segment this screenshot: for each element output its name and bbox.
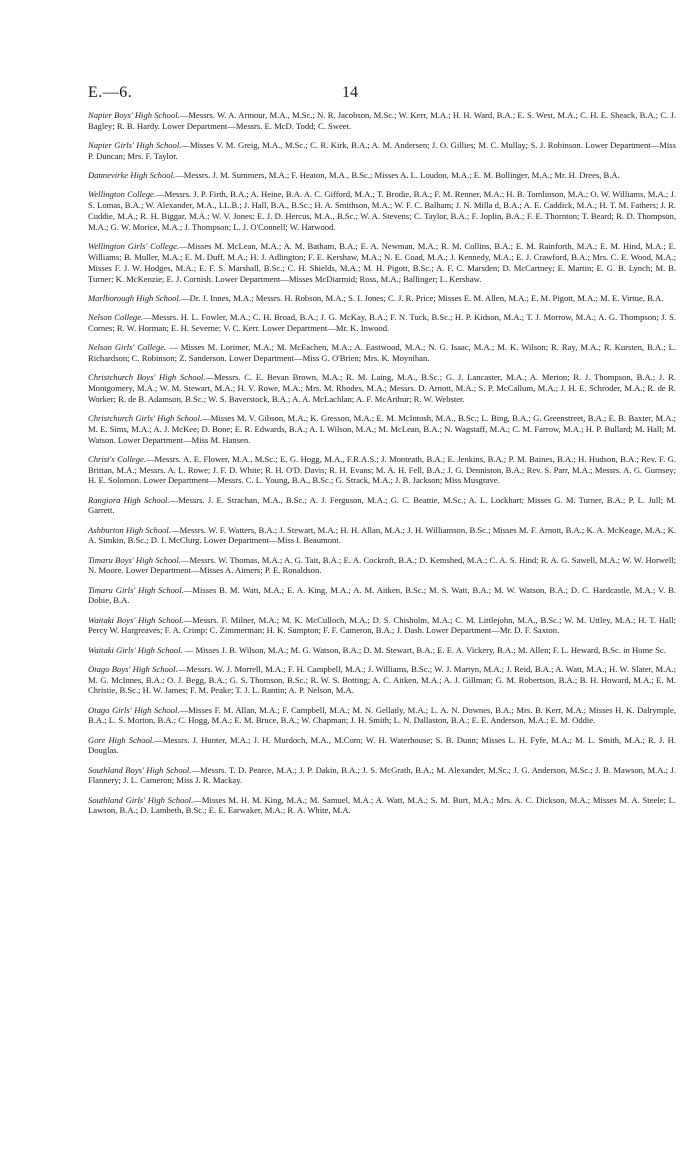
school-name: Christchurch Girls' High School. — [88, 412, 203, 423]
school-name: Rangiora High School. — [88, 494, 170, 505]
school-entry — [88, 765, 676, 787]
staff-names: — Misses J. B. Wilson, M.A.; M. G. Watson, B.A.; D. M. Stewart, B.A.; E. E. A. Vickery, B.A.; M. Allen; F. L. Heward, B.Sc. in Home Sc. — [182, 644, 666, 655]
staff-names: —Messrs. J. Hunter, M.A.; J. H. Murdoch, M.A., M.Com; W. H. Waterhouse; S. B. Dunn; Misses L. H. Fyfe, M.A.; M. L. Smith, M.A.; R. J. H. Douglas. — [88, 734, 676, 756]
school-name: Dannevirke High School. — [88, 170, 176, 180]
staff-names: —Misses M. V. Gibson, M.A.; K. Gresson, M.A.; E. M. McIntosh, M.A., B.Sc.; L. Bing, B.A.; G. Greenstreet, B.A.; E. B. Baxter, M.A.; M. E. Sims, M.A.; A. J. McKee; D. Bone; E. R. Edwards, B.A.; A. I. Wilson, M.A.; M. McLean, B.A.; N. Wagstaff, M.A.; C. M. Farrow, M.A.; H. P. Bullard; M. Hall; M. Watson. Lower Department—Miss M. Hansen. — [88, 412, 676, 445]
school-entry — [88, 664, 676, 697]
school-entry — [88, 189, 676, 233]
school-name: Marlborough High School. — [88, 292, 182, 303]
school-entry — [88, 372, 676, 405]
school-entry — [88, 170, 676, 181]
school-name: Waitaki Boys' High School. — [88, 614, 184, 625]
school-entry — [88, 110, 676, 132]
staff-names: —Misses M. H. M. King, M.A.; M. Samuel, M.A.; A. Watt, M.A.; S. M. Burt, M.A.; Mrs. A. C. Dickson, M.A.; Misses M. A. Steele; L. Lawson, B.A.; D. Lambeth, B.Sc.; E. E. Earwaker, M.A.; R. A. White, M.A. — [88, 794, 676, 816]
school-entry — [88, 241, 676, 285]
staff-names: —Misses M. McLean, M.A.; A. M. Batham, B.A.; E. A. Newman, M.A.; R. M. Collins, B.A.; E. M. Rainforth, M.A.; E. M. Hind, M.A.; E. Williams; B. Muller, M.A.; E. M. Duff, M.A.; H. J. Adlington; F. E. Kershaw, M.A.; N. E. Coad, M.A.; J. Kennedy, M.A.; E. J. Crawford, B.A.; Mrs. C. E. Wood, M.A.; Misses F. J. W. Hodges, M.A.; E. F. S. Marshall, B.Sc.; C. H. Shields, M.A.; M. H. Pigott, B.Sc.; A. F. C. Marsden; D. McCartney; E. Martin; E. G. B. Lynch; M. B. Turner; K. McKenzie; E. J. Cornish. Lower Department—Misses McDiarmid; Ross, M.A.; Ballinger; L. Kershaw. — [88, 240, 676, 284]
staff-names: —Messrs. W. Thomas, M.A.; A. G. Tait, B.A.; E. A. Cockroft, B.A.; D. Kemshed, M.A.; C. A. S. Hind; R. A. G. Sawell, M.A.; W. W. Horwell; N. Moore. Lower Department—Misses A. Aimers; P. E. Ronaldson. — [88, 554, 676, 576]
document-reference: E.—6. — [88, 84, 133, 101]
school-entry — [88, 555, 676, 577]
staff-names: —Messrs. J. M. Summers, M.A.; F. Heaton, M.A., B.Sc.; Misses A. L. Loudon, M.A.; E. M. Bollinger, M.A.; Mr. H. Drees, B.A. — [175, 170, 620, 180]
school-entry — [88, 525, 676, 547]
staff-names: —Misses B. M. Watt, M.A.; E. A. King, M.A.; A. M. Aitken, B.Sc.; M. S. Watt, B.A.; M. W. Watson, B.A.; D. C. Hardcastle, M.A.; V. B. Dobie, B.A. — [88, 584, 677, 606]
school-entry — [88, 645, 676, 656]
school-name: Timaru Boys' High School. — [88, 554, 181, 565]
school-name: Gore High School. — [88, 734, 155, 745]
school-entry — [88, 795, 676, 817]
school-name: Christ's College. — [88, 453, 146, 464]
staff-list — [88, 110, 676, 825]
school-name: Waitaki Girls' High School. — [88, 644, 183, 655]
school-entry — [88, 454, 676, 487]
school-name: Napier Girls' High School. — [88, 140, 182, 150]
staff-names: —Messrs. J. E. Strachan, M.A., B.Sc.; A. J. Ferguson, M.A.; G. C. Beattie, M.Sc.; A. L. Lockhart; Misses G. M. Turner, B.A.; P. L. Jull; M. Garrett. — [88, 494, 676, 516]
staff-names: —Messrs. T. D. Pearce, M.A.; J. P. Dakin, B.A.; J. S. McGrath, B.A.; M. Alexander, M.Sc.; J. G. Anderson, M.Sc.; J. B. Mawson, M.A.; J. Flannery; J. L. Cameron; Miss J. R. Mackay. — [88, 764, 676, 786]
school-name: Wellington College. — [88, 189, 156, 200]
school-name: Christchurch Boys' High School. — [88, 371, 206, 382]
staff-names: —Messrs. W. A. Armour, M.A., M.Sc.; N. R. Jacobson, M.Sc.; W. Kerr, M.A.; H. H. Ward, B.A.; E. S. West, M.A.; C. H. E. Sheack, B.A.; C. J. Bagley; R. B. Hardy. Lower Department—Messrs. E. McD. Todd; C. Sweet. — [88, 110, 676, 131]
staff-names: — Misses M. Lorimer, M.A.; M. McEachen, M.A.; A. Eastwood, M.A.; N. G. Isaac, M.A.; M. K. Wilson; R. Ray, M.A.; R. Kursten, B.A.; L. Richardson; C. Robinson; Z. Sanderson. Lower Department—Miss G. O'Brien; Mrs. K. Moynihan. — [88, 341, 677, 363]
school-entry — [88, 312, 676, 334]
staff-names: —Misses F. M. Allan, M.A.; F. Campbell, M.A.; M. N. Gellatly, M.A.; L. A. N. Downes, B.A.; Mrs. B. Kerr, M.A.; Misses H. K. Dalrymple, B.A.; L. S. Morton, B.A.; C. Hogg, M.A.; E. M. Bruce, B.A.; W. Chapman; J. H. Smith; L. N. Dallaston, B.A.; E. E. Anderson, M.A.; E. M. Oddie. — [88, 704, 676, 726]
school-name: Wellington Girls' College. — [88, 240, 180, 251]
page-number: 14 — [342, 84, 358, 101]
school-entry — [88, 293, 676, 304]
staff-names: —Messrs. C. E. Bevan Brown, M.A.; R. M. Laing, M.A., B.Sc.; G. J. Lancaster, M.A.; A. Merton; R. J. Thompson, B.A.; J. R. Montgomery, M.A.; W. M. Stewart, M.A.; H. V. Rowe, M.A.; Mrs. M. Rhodes, M.A.; Messrs. D. Arnott, M.A.; S. P. McCallum, M.A.; J. H. E. Schroder, M.A.; R. de R. Worker; R. de B. Adamson, B.Sc.; W. S. Baverstock, B.A.; A. A. McLachlan; A. F. McArthur; R. W. Webster. — [88, 371, 676, 404]
school-name: Ashburton High School. — [88, 524, 171, 535]
school-entry — [88, 495, 676, 517]
school-entry — [88, 140, 676, 162]
school-name: Southland Boys' High School. — [88, 764, 192, 775]
school-name: Otago Boys' High School. — [88, 663, 178, 674]
staff-names: —Messrs. J. P. Firth, B.A.; A. Heine, B.A. A. C. Gifford, M.A.; T. Brodie, B.A.; F. M. Renner, M.A.; H. B. Tomlinson, M.A.; O. W. Williams, M.A.; J. S. Lomas, B.A.; W. Alexander, M.A., LL.B.; J. Hall, B.A., B.Sc.; H. A. Smithson, M.A.; W. F. C. Balham; J. N. Milla d, B.A.; A. E. Caddick, M.A.; H. T. M. Fathers; J. R. Cuddie, M.A.; R. H. Biggar, M.A.; W. V. Jones; E. J. D. Hercus, M.A., B.Sc.; W. A. Stevens; C. Taylor, B.A.; F. Joplin, B.A.; F. E. Thornton; T. Beard; R. D. Thompson, M.A.; G. W. Morice, M.A.; J. Thompson; L. J. O'Connell; W. Harwood. — [88, 189, 676, 232]
school-entry — [88, 705, 676, 727]
school-entry — [88, 615, 676, 637]
school-name: Otago Girls' High School. — [88, 704, 180, 715]
school-entry — [88, 413, 676, 446]
school-entry — [88, 735, 676, 757]
school-entry — [88, 585, 676, 607]
staff-names: —Dr. J. Innes, M.A.; Messrs. H. Robson, M.A.; S. I. Jones; C. J. R. Price; Misses E. M. Allen, M.A.; E. M. Pigott, M.A.; M. E. Virtue, B.A. — [181, 292, 664, 303]
school-name: Nelson Girls' College. — [88, 341, 167, 352]
staff-names: —Messrs. W. F. Watters, B.A.; J. Stewart, M.A.; H. H. Allan, M.A.; J. H. Williamson, B.Sc.; Misses M. F. Arnott, B.A.; K. A. McKeage, M.A.; K. A. Simkin, B.Sc.; D. I. McClurg. Lower Department—Miss I. Beaumont. — [88, 524, 676, 546]
staff-names: —Misses V. M. Greig, M.A., M.Sc.; C. R. Kirk, B.A.; A. M. Andersen; J. O. Gillies; M. C. Mullay; S. J. Robinson. Lower Department—Miss P. Duncan; Mrs. F. Taylor. — [88, 140, 676, 161]
school-name: Southland Girls' High School. — [88, 794, 194, 805]
school-name: Nelson College. — [88, 311, 144, 322]
school-entry — [88, 342, 676, 364]
staff-names: —Messrs. H. L. Fowler, M.A.; C. H. Broad, B.A.; J. G. McKay, B.A.; F. N. Tuck, B.Sc.; H. P. Kidson, M.A.; T. J. Morrow, M.A.; A. G. Thompson; J. S. Cornes; R. W. Horman; E. H. Severne; V. C. Kerr. Lower Department—Mr. K. Inwood. — [88, 311, 676, 333]
school-name: Timaru Girls' High School. — [88, 584, 184, 595]
staff-names: —Messrs. A. E. Flower, M.A., M.Sc.; E. G. Hogg, M.A., F.R.A.S.; J. Monteath, B.A.; E. Jenkins, B.A.; P. M. Baines, B.A.; H. Hudson, B.A.; Rev. F. G. Brittan, M.A.; Messrs. A. L. Rowe; J. F. D. White; R. H. O'D. Davis; R. H. Evans; M. A. H. Fell, B.A.; J. G. Denniston, B.A.; Rev. S. Parr, M.A.; Messrs. A. G. Gurnsey; H. E. Solomon. Lower Department—Messrs. C. L. Young, B.A., B.Sc.; G. Strack, M.A.; J. B. Jackson; Miss Musgrave. — [88, 453, 676, 486]
school-name: Napier Boys' High School. — [88, 110, 180, 120]
staff-names: —Messrs. W. J. Morrell, M.A.; F. H. Campbell, M.A.; J. Williams, B.Sc.; W. J. Martyn, M.A.; J. Reid, B.A.; A. Watt, M.A.; H. W. Slater, M.A.; M. G. McInnes, B.A.; O. J. Begg, B.A.; G. S. Thomson, B.Sc.; R. W. S. Botting; A. C. Aitken, M.A.; A. J. Gillman; G. M. Robertson, B.A.; B. H. Howard, M.A.; E. M. Christie, B.Sc.; H. W. James; F. M. Peake; T. J. L. Rantin; A. P. Nelson, M.A. — [88, 663, 677, 696]
staff-names: —Messrs. F. Milner, M.A.; M. K. McCulloch, M.A.; D. S. Chisholm, M.A.; C. M. Littlejohn, M.A., B.Sc.; W. M. Uttley, M.A.; H. T. Hall; Percy W. Hargreaves; F. A. Crimp; C. Zimmerman; H. K. Sumpton; F. F. Cameron, B.A.; J. Dash. Lower Department—Mr. D. F. Saxton. — [88, 614, 677, 636]
